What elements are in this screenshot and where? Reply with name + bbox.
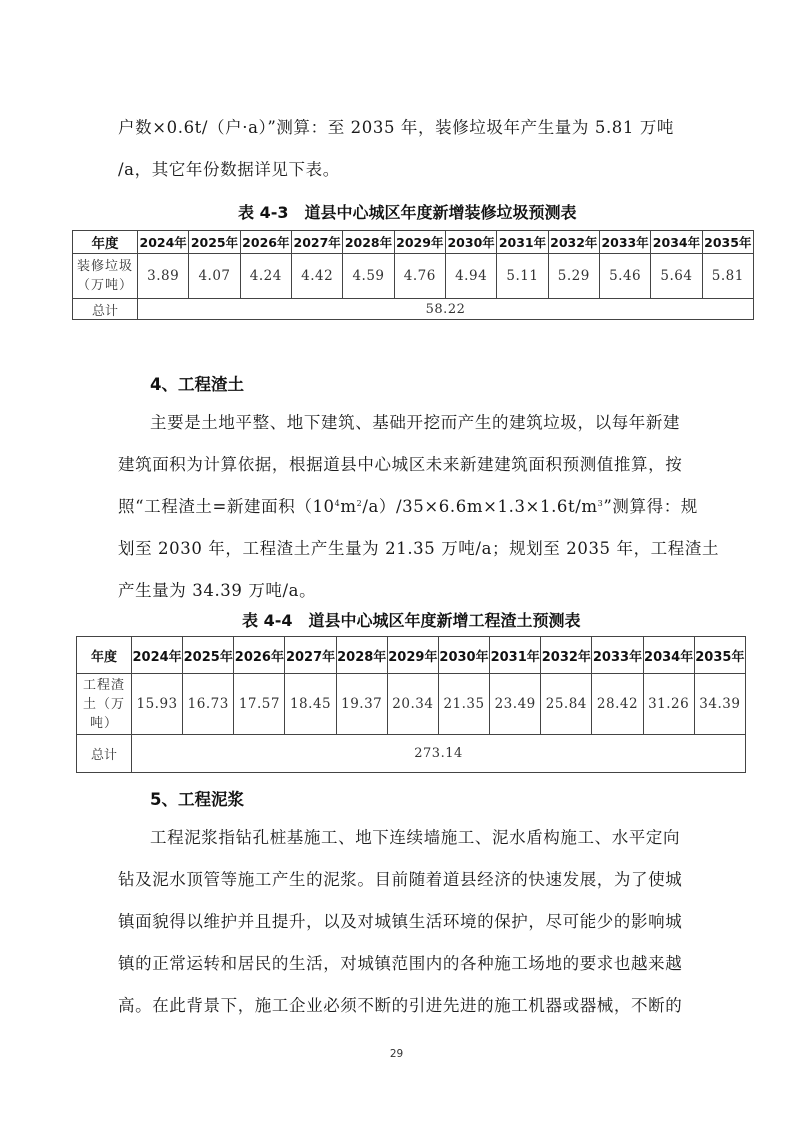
total-value-cell: 273.14	[132, 735, 746, 773]
body-text-line: 高。在此背景下，施工企业必须不断的引进先进的施工机器或器械，不断的	[118, 996, 683, 1015]
value-cell: 18.45	[285, 674, 336, 735]
value-cell: 19.37	[336, 674, 387, 735]
body-text-line: 产生量为 34.39 万吨/a。	[118, 581, 317, 600]
value-cell: 25.84	[541, 674, 592, 735]
year-header-cell: 2025年	[189, 231, 240, 254]
value-cell: 31.26	[643, 674, 694, 735]
year-header-cell: 2029年	[387, 637, 438, 674]
body-text-line: 钻及泥水顶管等施工产生的泥浆。目前随着道县经济的快速发展，为了使城	[118, 870, 683, 889]
value-cell: 5.29	[548, 254, 599, 299]
table-header-row	[73, 231, 754, 254]
body-text-line: /a，其它年份数据详见下表。	[118, 160, 340, 179]
year-header-cell: 2031年	[497, 231, 548, 254]
total-value-cell: 58.22	[138, 299, 754, 320]
row-label-cell	[77, 674, 132, 735]
year-header-cell: 2027年	[291, 231, 342, 254]
formula-text: m	[340, 497, 357, 516]
header-label-cell: 年度	[77, 637, 132, 674]
value-cell: 4.94	[445, 254, 496, 299]
year-header-cell: 2029年	[394, 231, 445, 254]
table-4-3	[72, 230, 754, 320]
formula-text: 照“工程渣土=新建面积（10	[118, 497, 335, 516]
value-cell: 16.73	[183, 674, 234, 735]
header-label-cell: 年度	[73, 231, 138, 254]
table-4-4	[76, 636, 746, 773]
body-text-line: 划至 2030 年，工程渣土产生量为 21.35 万吨/a；规划至 2035 年，工程渣土	[118, 539, 720, 558]
total-label-cell: 总计	[73, 299, 138, 320]
value-cell: 5.46	[599, 254, 650, 299]
table-data-row	[77, 674, 746, 735]
table-header-row	[77, 637, 746, 674]
year-header-cell: 2032年	[541, 637, 592, 674]
page-number: 29	[389, 1048, 404, 1060]
value-cell: 28.42	[592, 674, 643, 735]
body-text-line: 镇的正常运转和居民的生活，对城镇范围内的各种施工场地的要求也越来越	[118, 954, 683, 973]
year-header-cell: 2034年	[643, 637, 694, 674]
value-cell: 34.39	[694, 674, 745, 735]
year-header-cell: 2032年	[548, 231, 599, 254]
year-header-cell: 2034年	[651, 231, 702, 254]
year-header-cell: 2025年	[183, 637, 234, 674]
row-label-line: 土（万	[82, 696, 125, 712]
value-cell: 4.59	[343, 254, 394, 299]
value-cell: 4.24	[240, 254, 291, 299]
value-cell: 21.35	[438, 674, 489, 735]
row-label-line: 工程渣	[82, 677, 125, 693]
body-text-line: 户数×0.6t/（户·a）”测算：至 2035 年，装修垃圾年产生量为 5.81 万吨	[118, 118, 675, 137]
table-total-row	[77, 735, 746, 773]
row-label-line: （万吨）	[76, 278, 133, 293]
value-cell: 5.81	[702, 254, 753, 299]
superscript: 4	[334, 499, 341, 508]
year-header-cell: 2030年	[445, 231, 496, 254]
value-cell: 20.34	[387, 674, 438, 735]
value-cell: 3.89	[138, 254, 189, 299]
body-text-line	[118, 497, 698, 517]
year-header-cell: 2033年	[592, 637, 643, 674]
year-header-cell: 2027年	[285, 637, 336, 674]
value-cell: 15.93	[132, 674, 183, 735]
value-cell: 23.49	[490, 674, 541, 735]
row-label-line: 吨）	[89, 715, 118, 731]
row-label-line: 装修垃圾	[76, 259, 133, 274]
value-cell: 17.57	[234, 674, 285, 735]
formula-text: ”测算得：规	[603, 497, 698, 516]
table-data-row	[73, 254, 754, 299]
year-header-cell: 2024年	[138, 231, 189, 254]
year-header-cell: 2035年	[694, 637, 745, 674]
body-text-line: 建筑面积为计算依据，根据道县中心城区未来新建建筑面积预测值推算，按	[118, 455, 683, 474]
year-header-cell: 2026年	[240, 231, 291, 254]
table-total-row	[73, 299, 754, 320]
superscript: 2	[356, 499, 363, 508]
year-header-cell: 2026年	[234, 637, 285, 674]
total-label-cell: 总计	[77, 735, 132, 773]
year-header-cell: 2031年	[490, 637, 541, 674]
table-caption: 表 4-4 道县中心城区年度新增工程渣土预测表	[242, 611, 581, 630]
value-cell: 4.76	[394, 254, 445, 299]
year-header-cell: 2024年	[132, 637, 183, 674]
superscript: 3	[597, 499, 604, 508]
formula-text: /a）/35×6.6m×1.3×1.6t/m	[362, 497, 598, 516]
table-caption: 表 4-3 道县中心城区年度新增装修垃圾预测表	[238, 203, 577, 222]
value-cell: 5.64	[651, 254, 702, 299]
year-header-cell: 2030年	[438, 637, 489, 674]
year-header-cell: 2028年	[336, 637, 387, 674]
year-header-cell: 2028年	[343, 231, 394, 254]
body-text-line: 工程泥浆指钻孔桩基施工、地下连续墙施工、泥水盾构施工、水平定向	[150, 828, 681, 847]
section-heading: 4、工程渣土	[150, 375, 244, 394]
year-header-cell: 2033年	[599, 231, 650, 254]
value-cell: 5.11	[497, 254, 548, 299]
year-header-cell: 2035年	[702, 231, 753, 254]
value-cell: 4.07	[189, 254, 240, 299]
row-label-cell	[73, 254, 138, 299]
section-heading: 5、工程泥浆	[150, 790, 244, 809]
body-text-line: 镇面貌得以维护并且提升，以及对城镇生活环境的保护，尽可能少的影响城	[118, 912, 683, 931]
body-text-line: 主要是土地平整、地下建筑、基础开挖而产生的建筑垃圾，以每年新建	[150, 413, 681, 432]
value-cell: 4.42	[291, 254, 342, 299]
